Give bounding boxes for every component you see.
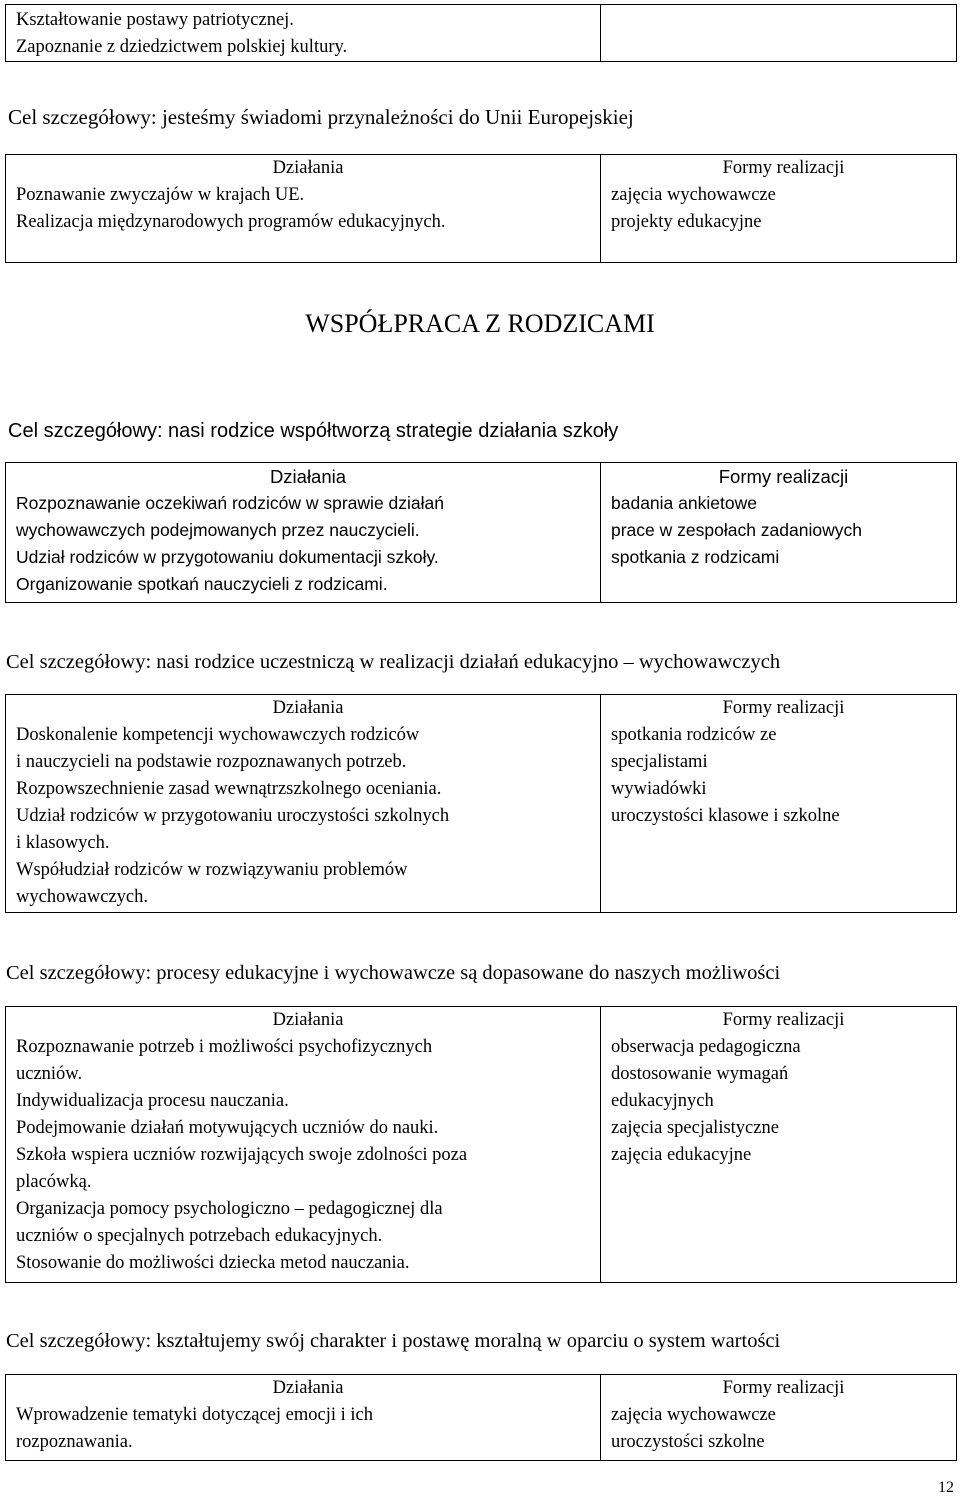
- form-line: spotkania z rodzicami: [611, 547, 780, 567]
- activity-line: i nauczycieli na podstawie rozpoznawanych potrzeb.: [16, 752, 407, 772]
- page-number: 12: [938, 1479, 954, 1496]
- activity-line: Indywidualizacja procesu nauczania.: [16, 1091, 289, 1111]
- form-line: dostosowanie wymagań: [611, 1064, 789, 1084]
- form-line: wywiadówki: [611, 779, 707, 799]
- table-character: [5, 1374, 957, 1461]
- forms-cell: [601, 1007, 957, 1283]
- activities-cell: [6, 155, 601, 263]
- activity-line: Udział rodziców w przygotowaniu dokumentacji szkoły.: [16, 547, 439, 567]
- table-educational-processes: [5, 1006, 957, 1283]
- activities-cell: [6, 1007, 601, 1283]
- activity-line: Stosowanie do możliwości dziecka metod nauczania.: [16, 1253, 410, 1273]
- activities-cell: [6, 695, 601, 913]
- activity-line: Organizowanie spotkań nauczycieli z rodzicami.: [16, 574, 388, 594]
- forms-cell: [601, 1375, 957, 1461]
- form-line: prace w zespołach zadaniowych: [611, 520, 862, 540]
- activity-line: Współudział rodziców w rozwiązywaniu problemów: [16, 860, 408, 880]
- form-line: projekty edukacyjne: [611, 212, 762, 232]
- activities-cell: [6, 5, 601, 62]
- activities-cell: [6, 463, 601, 603]
- section-title: WSPÓŁPRACA Z RODZICAMI: [305, 309, 655, 338]
- forms-header: Formy realizacji: [722, 1010, 845, 1030]
- forms-header: Formy realizacji: [718, 466, 849, 487]
- form-line: uroczystości szkolne: [611, 1432, 765, 1452]
- activity-line: i klasowych.: [16, 833, 110, 853]
- activity-line: wychowawczych podejmowanych przez nauczycieli.: [16, 520, 420, 540]
- table-parents-strategy: [5, 462, 957, 603]
- forms-header: Formy realizacji: [722, 158, 845, 178]
- table-eu: [5, 154, 957, 263]
- form-line: spotkania rodziców ze: [611, 725, 777, 745]
- activity-line: Rozpowszechnienie zasad wewnątrzszkolnego oceniania.: [16, 779, 442, 799]
- activities-header: Działania: [272, 698, 344, 718]
- form-line: specjalistami: [611, 752, 708, 772]
- table-patriotism: [5, 4, 957, 62]
- form-line: uroczystości klasowe i szkolne: [611, 806, 840, 826]
- activity-line: wychowawczych.: [16, 887, 149, 907]
- activity-line: Udział rodziców w przygotowaniu uroczystości szkolnych: [16, 806, 450, 826]
- activities-cell: [6, 1375, 601, 1461]
- goal-heading: Cel szczegółowy: kształtujemy swój charakter i postawę moralną w oparciu o system wartości: [6, 1330, 781, 1352]
- activity-line: Realizacja międzynarodowych programów edukacyjnych.: [16, 212, 446, 232]
- activity-line: Szkoła wspiera uczniów rozwijających swoje zdolności poza: [16, 1145, 468, 1165]
- activities-header: Działania: [272, 158, 344, 178]
- forms-cell: [601, 155, 957, 263]
- activity-line: Kształtowanie postawy patriotycznej.: [16, 10, 294, 30]
- form-line: zajęcia specjalistyczne: [611, 1118, 779, 1138]
- activity-line: Rozpoznawanie oczekiwań rodziców w sprawie działań: [16, 493, 444, 513]
- forms-header: Formy realizacji: [722, 1378, 845, 1398]
- goal-heading: Cel szczegółowy: nasi rodzice współtworzą strategie działania szkoły: [8, 420, 619, 442]
- forms-cell: [601, 695, 957, 913]
- activity-line: Wprowadzenie tematyki dotyczącej emocji i ich: [16, 1405, 373, 1425]
- goal-heading: Cel szczegółowy: jesteśmy świadomi przynależności do Unii Europejskiej: [8, 105, 634, 129]
- activities-header: Działania: [272, 1010, 344, 1030]
- table-parents-participation: [5, 694, 957, 913]
- activity-line: Poznawanie zwyczajów w krajach UE.: [16, 185, 305, 205]
- goal-heading: Cel szczegółowy: procesy edukacyjne i wychowawcze są dopasowane do naszych możliwości: [6, 962, 781, 984]
- form-line: badania ankietowe: [611, 493, 757, 513]
- forms-cell: [601, 463, 957, 603]
- activity-line: uczniów o specjalnych potrzebach edukacyjnych.: [16, 1226, 383, 1246]
- goal-heading: Cel szczegółowy: nasi rodzice uczestniczą w realizacji działań edukacyjno – wychowawczych: [6, 651, 781, 673]
- activity-line: uczniów.: [16, 1064, 83, 1084]
- form-line: edukacyjnych: [611, 1091, 714, 1111]
- activity-line: Doskonalenie kompetencji wychowawczych rodziców: [16, 725, 420, 745]
- activities-header: Działania: [269, 466, 347, 487]
- activities-header: Działania: [272, 1378, 344, 1398]
- form-line: zajęcia edukacyjne: [611, 1145, 752, 1165]
- form-line: zajęcia wychowawcze: [611, 1405, 776, 1425]
- activity-line: Rozpoznawanie potrzeb i możliwości psychofizycznych: [16, 1037, 433, 1057]
- activity-line: Organizacja pomocy psychologiczno – pedagogicznej dla: [16, 1199, 443, 1219]
- activity-line: Podejmowanie działań motywujących uczniów do nauki.: [16, 1118, 439, 1138]
- activity-line: Zapoznanie z dziedzictwem polskiej kultury.: [16, 37, 348, 57]
- activity-line: placówką.: [16, 1172, 92, 1192]
- forms-cell: [601, 5, 957, 62]
- form-line: zajęcia wychowawcze: [611, 185, 776, 205]
- activity-line: rozpoznawania.: [16, 1432, 133, 1452]
- forms-header: Formy realizacji: [722, 698, 845, 718]
- form-line: obserwacja pedagogiczna: [611, 1037, 801, 1057]
